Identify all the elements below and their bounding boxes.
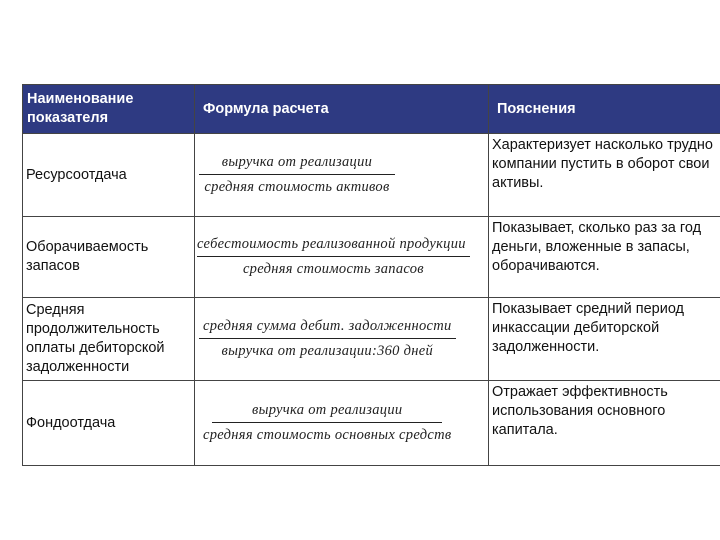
- formula-numerator: выручка от реализации: [251, 402, 403, 418]
- table-row: [23, 134, 720, 217]
- formula-cell: [195, 134, 489, 217]
- indicator-explanation: Характеризует насколько трудно компании пустить в оборот свои активы.: [489, 134, 720, 217]
- formula-denominator: средняя стоимость основных средств: [203, 427, 452, 443]
- header-row: [23, 85, 720, 134]
- formula-denominator: средняя стоимость активов: [204, 179, 390, 195]
- indicator-explanation: Показывает, сколько раз за год деньги, вложенные в запасы, оборачиваются.: [489, 217, 720, 298]
- formula-numerator: выручка от реализации: [221, 154, 373, 170]
- fraction-bar: [197, 256, 470, 257]
- formula-denominator: выручка от реализации:360 дней: [221, 343, 434, 359]
- formula-cell: [195, 381, 489, 466]
- fraction-bar: [199, 174, 395, 175]
- fraction-bar: [212, 422, 442, 423]
- formula-numerator: себестоимость реализованной продукции: [197, 236, 466, 252]
- table-row: [23, 217, 720, 298]
- formula-numerator: средняя сумма дебит. задолженности: [203, 318, 452, 334]
- indicator-explanation: Отражает эффективность использования основного капитала.: [489, 381, 720, 466]
- indicator-name: Ресурсоотдача: [23, 134, 195, 217]
- indicator-name: Оборачиваемость запасов: [23, 217, 195, 298]
- indicator-explanation: Показывает средний период инкассации дебиторской задолженности.: [489, 298, 720, 381]
- indicator-name: Средняя продолжительность оплаты дебиторской задолженности: [23, 298, 195, 381]
- formula-fraction: [199, 317, 456, 361]
- header-indicator-name: Наименование показателя: [23, 85, 195, 134]
- indicators-table: [22, 84, 720, 466]
- table-row: [23, 298, 720, 381]
- formula-fraction: [197, 235, 470, 279]
- table-row: [23, 381, 720, 466]
- formula-cell: [195, 217, 489, 298]
- formula-fraction: [199, 153, 395, 197]
- formula-cell: [195, 298, 489, 381]
- fraction-bar: [199, 338, 456, 339]
- header-explanation: Пояснения: [489, 85, 720, 134]
- header-formula: Формула расчета: [195, 85, 489, 134]
- indicator-name: Фондоотдача: [23, 381, 195, 466]
- formula-denominator: средняя стоимость запасов: [242, 261, 424, 277]
- formula-fraction: [199, 401, 455, 445]
